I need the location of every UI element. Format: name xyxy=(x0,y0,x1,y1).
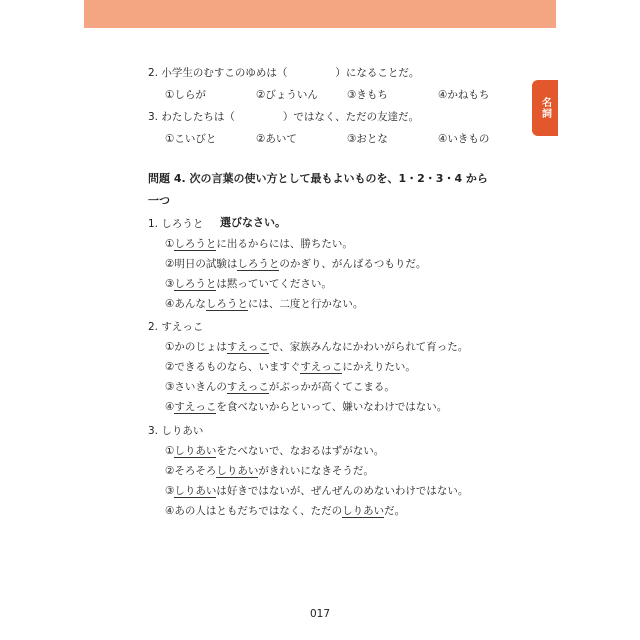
item-number: 2. xyxy=(148,321,159,333)
question-3 xyxy=(148,110,419,124)
question-number: 3. xyxy=(148,111,159,123)
sentence-post: には、二度と行かない。 xyxy=(247,298,364,310)
item-1-sentence xyxy=(165,297,363,311)
options-row xyxy=(165,88,529,102)
item-2-heading xyxy=(148,320,203,334)
sentence-post: がきれいになきそうだ。 xyxy=(258,465,374,477)
underlined-word: しりあい xyxy=(342,505,385,517)
page-number: 017 xyxy=(309,608,331,620)
underlined-word: しりあい xyxy=(174,485,217,497)
option: ④かねもち xyxy=(438,89,490,101)
sentence-post: だ。 xyxy=(384,505,406,517)
sentence-post: は黙っていてください。 xyxy=(216,278,332,290)
sentence-pre: そろそろ xyxy=(174,465,217,477)
question-text-before: わたしたちは（ xyxy=(161,111,235,123)
item-2-sentence xyxy=(165,400,447,414)
underlined-word: すえっこ xyxy=(174,401,217,413)
header-band xyxy=(84,0,556,28)
sentence-post: で、家族みんなにかわいがられて育った。 xyxy=(268,341,469,353)
sentence-pre: かのじょは xyxy=(174,341,227,353)
underlined-word: すえっこ xyxy=(226,341,269,353)
item-3-sentence xyxy=(165,464,374,478)
item-2-sentence xyxy=(165,340,468,354)
side-tab xyxy=(532,80,558,136)
sentence-pre: できるものなら、いますぐ xyxy=(174,361,301,373)
option: ④いきもの xyxy=(438,133,490,145)
option: ③きもち xyxy=(347,89,388,101)
sentence-post: がぶっかが高くてこまる。 xyxy=(268,381,395,393)
option: ①こいびと xyxy=(165,133,217,145)
underlined-word: すえっこ xyxy=(226,381,269,393)
item-3-sentence xyxy=(165,484,468,498)
sentence-num: ① xyxy=(165,445,175,457)
item-number: 1. xyxy=(148,218,159,230)
item-3-heading xyxy=(148,424,203,438)
underlined-word: しろうと xyxy=(205,298,248,310)
question-2 xyxy=(148,66,419,80)
question-number: 2. xyxy=(148,67,159,79)
item-word: すえっこ xyxy=(161,321,204,333)
question-text-after: ）ではなく、ただの友達だ。 xyxy=(282,111,420,123)
question-text-before: 小学生のむすこのゆめは（ xyxy=(161,67,288,79)
item-3-sentence xyxy=(165,504,405,518)
sentence-num: ④ xyxy=(165,298,175,310)
sentence-post: は好きではないが、ぜんぜんのめないわけではない。 xyxy=(216,485,469,497)
option: ③おとな xyxy=(347,133,388,145)
sentence-pre: さいきんの xyxy=(174,381,227,393)
sentence-pre: 明日の試験は xyxy=(174,258,238,270)
underlined-word: しろうと xyxy=(174,278,217,290)
option: ②びょういん xyxy=(256,89,318,101)
sentence-pre: あの人はともだちではなく、ただの xyxy=(174,505,343,517)
underlined-word: しりあい xyxy=(174,445,217,457)
sentence-num: ③ xyxy=(165,381,175,393)
sentence-num: ③ xyxy=(165,278,175,290)
sentence-num: ④ xyxy=(165,505,175,517)
underlined-word: しりあい xyxy=(216,465,259,477)
sentence-num: ② xyxy=(165,258,175,270)
sentence-pre: あんな xyxy=(174,298,206,310)
mondai-line-2: 選びなさい。 xyxy=(220,216,286,229)
underlined-word: すえっこ xyxy=(300,361,343,373)
item-2-sentence xyxy=(165,360,416,374)
item-word: しろうと xyxy=(161,218,204,230)
underlined-word: しろうと xyxy=(174,238,217,250)
sentence-num: ④ xyxy=(165,401,175,413)
sentence-num: ② xyxy=(165,361,175,373)
sentence-post: のかぎり、がんばるつもりだ。 xyxy=(279,258,427,270)
item-1-heading xyxy=(148,217,203,231)
item-1-sentence xyxy=(165,237,353,251)
option: ①しらが xyxy=(165,89,206,101)
item-number: 3. xyxy=(148,425,159,437)
sentence-num: ② xyxy=(165,465,175,477)
item-1-sentence xyxy=(165,257,426,271)
sentence-num: ① xyxy=(165,238,175,250)
option: ②あいて xyxy=(256,133,297,145)
underlined-word: しろうと xyxy=(237,258,280,270)
sentence-post: をたべないで、なおるはずがない。 xyxy=(216,445,385,457)
item-3-sentence xyxy=(165,444,384,458)
sentence-post: に出るからには、勝ちたい。 xyxy=(216,238,353,250)
item-2-sentence xyxy=(165,380,395,394)
options-row xyxy=(165,132,529,146)
question-text-after: ）になることだ。 xyxy=(335,67,420,79)
mondai-line-1: 問題 4. 次の言葉の使い方として最もよいものを、1・2・3・4 から一つ xyxy=(148,172,488,207)
sentence-post: を食べないからといって、嫌いなわけではない。 xyxy=(216,401,448,413)
sentence-num: ① xyxy=(165,341,175,353)
item-word: しりあい xyxy=(161,425,204,437)
side-tab-label: 名詞 xyxy=(539,97,551,119)
sentence-num: ③ xyxy=(165,485,175,497)
item-1-sentence xyxy=(165,277,332,291)
sentence-post: にかえりたい。 xyxy=(342,361,416,373)
